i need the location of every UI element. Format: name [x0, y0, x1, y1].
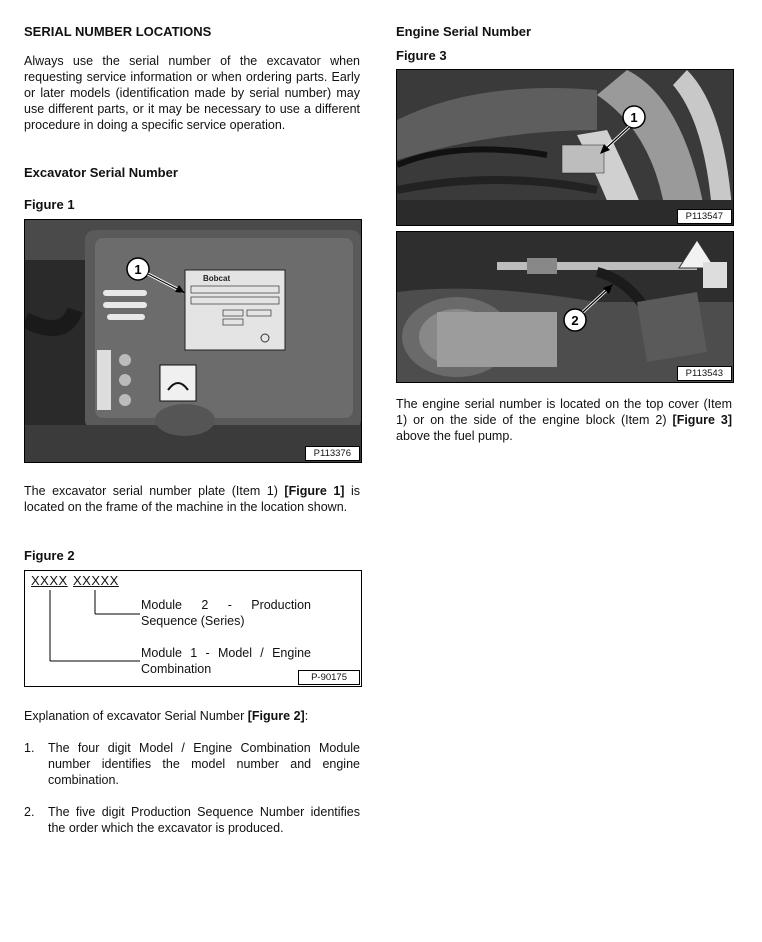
figure2-label: Figure 2: [24, 548, 75, 563]
intro-paragraph: Always use the serial number of the excavator when requesting service information or when ordering parts. Early or later models (identification made by serial number) may use different parts, or it may be necessary to use a different procedure in doing a specific service operation.: [24, 54, 360, 132]
excavator-serial-heading: Excavator Serial Number: [24, 165, 178, 180]
figure1-code: P113376: [305, 446, 360, 461]
photo2-callout: 2: [571, 313, 579, 328]
serial-code-module2: XXXXX: [73, 573, 119, 588]
excavator-frame-illustration: [25, 220, 361, 462]
photo1-callout: 1: [630, 110, 638, 125]
figure1-photo: [24, 219, 362, 463]
photo2-code: P113543: [677, 366, 732, 381]
explanation-line: Explanation of excavator Serial Number [Figure 2]:: [24, 709, 309, 723]
plate-brand: Bobcat: [203, 274, 231, 283]
figure1-label: Figure 1: [24, 197, 75, 212]
page-title: SERIAL NUMBER LOCATIONS: [24, 24, 212, 39]
photo1-code: P113547: [677, 209, 732, 224]
serial-code-module1: XXXX: [31, 573, 68, 588]
engine-serial-caption: The engine serial number is located on the top cover (Item 1) or on the side of the engine block (Item 2) [Figure 3] above the fuel pump.: [396, 397, 733, 443]
module2-description: Module 2 - Production Sequence (Series): [141, 598, 311, 628]
figure3-photo-top-cover: [396, 69, 734, 226]
figure3-label: Figure 3: [396, 48, 447, 63]
figure2-code: P-90175: [298, 670, 360, 685]
figure3-photo-engine-block: [396, 231, 734, 383]
module1-description: Module 1 - Model / Engine Combination: [141, 646, 311, 676]
figure2-diagram: [24, 570, 362, 687]
figure1-caption: The excavator serial number plate (Item 1) [Figure 1] is located on the frame of the machine in the location shown.: [24, 484, 360, 514]
engine-serial-heading: Engine Serial Number: [396, 24, 532, 39]
list-item: 2. The five digit Production Sequence Number identifies the order which the excavator is produced.: [24, 805, 360, 835]
figure1-callout: 1: [134, 262, 142, 277]
list-item: 1. The four digit Model / Engine Combination Module number identifies the model number and engine combination.: [24, 741, 360, 787]
